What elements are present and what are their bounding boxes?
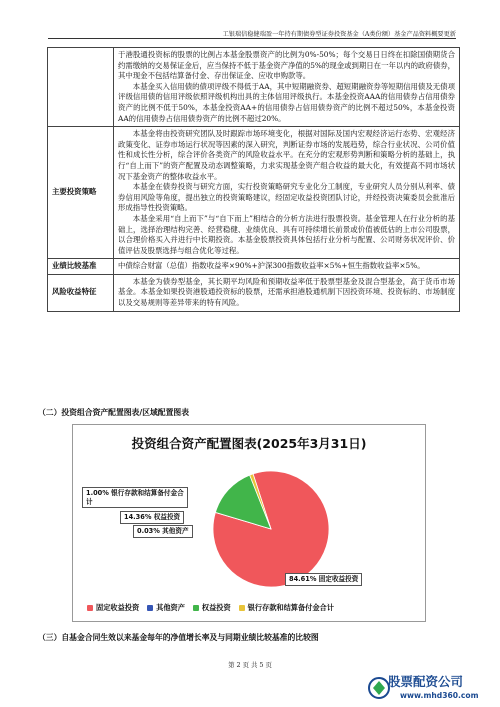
legend-item [193, 603, 231, 613]
table-row-allocation [48, 48, 460, 127]
allocation-paragraph: 本基金买入信用债的债项评级不得低于AA，其中短期融资券、超短期融资券等短期信用债及无债项评级信用债的信用评级依照评级机构出具的主体信用评级执行。本基金投资AAA的信用债券占信用债券资产的比例不低于50%，本基金投资AA+的信用债券占信用债券资产的比例不超过50%，本基金投资AA的信用债券占信用债券资产的比例不超过20%。 [118, 81, 455, 123]
table-row-benchmark [48, 259, 460, 275]
section-title-performance: （三）自基金合同生效以来基金每年的净值增长率及与同期业绩比较基准的比较图 [38, 633, 319, 642]
legend-swatch [87, 605, 93, 611]
pie-chart-svg [73, 425, 427, 623]
strategy-content [114, 127, 460, 259]
legend-label: 权益投资 [201, 603, 231, 612]
risk-text: 本基金为债券型基金，其长期平均风险和预期收益率低于股票型基金及混合型基金，高于货币市场基金。本基金如果投资港股通投资标的股票，还需承担港股通机制下因投资环境、投资标的、市场制度以及交易规则等差异带来的特有风险。 [118, 276, 455, 308]
strategy-paragraph: 本基金采用“自上而下”与“自下而上”相结合的分析方法进行股票投资。基金管理人在行业分析的基础上，选择治理结构完善、经营稳健、业绩优良、具有可持续增长前景或价值被低估的上市公司股票，以合理价格买入并进行中长期投资。本基金股票投资具体包括行业分析与配置、公司财务状况评价、价值评估及股票选择与组合优化等过程。 [118, 213, 455, 255]
page-footer: 第 2 页 共 5 页 [228, 661, 272, 669]
strategy-label: 主要投资策略 [48, 127, 114, 259]
allocation-content [114, 48, 460, 127]
legend-item [239, 603, 334, 613]
table-row-strategy [48, 127, 460, 259]
legend-swatch [193, 605, 199, 611]
legend-label: 其他资产 [156, 603, 185, 612]
table-row-risk [48, 274, 460, 311]
product-info-table [47, 47, 460, 312]
row-label-empty [48, 48, 114, 127]
slice-label-fixed-income: 84.61% 固定收益投资 [285, 573, 362, 586]
legend-label: 固定收益投资 [96, 603, 140, 612]
watermark-name: 股票配资公司 [388, 674, 464, 689]
chart-title: 投资组合资产配置图表(2025年3月31日) [131, 436, 367, 451]
header-rule [48, 38, 456, 39]
legend-item [87, 603, 139, 613]
legend-label: 银行存款和结算备付金合计 [247, 603, 334, 612]
benchmark-text: 中债综合财富（总值）指数收益率×90%+沪深300指数收益率×5%+恒生指数收益率×5%。 [118, 261, 425, 271]
page-header: 工银瑞信稳健瑞盈一年持有期债券型证券投资基金（A类份额）基金产品资料概要更新 [222, 31, 456, 38]
strategy-paragraph: 本基金将由投资研究团队及时跟踪市场环境变化，根据对国际及国内宏观经济运行态势、宏观经济政策变化、证券市场运行状况等因素的深入研究，判断证券市场的发展趋势，综合行业状况、公司价值性和成长性分析，综合评价各类资产的风险收益水平。在充分的宏观形势判断和策略分析的基础上，执行“自上而下”的资产配置及动态调整策略，力求实现基金资产组合收益的最大化，有效提高不同市场状况下基金资产的整体收益水平。 [118, 129, 455, 181]
allocation-chart [72, 424, 426, 622]
risk-content [114, 274, 460, 311]
watermark-url: www.mhd360.com [400, 691, 479, 700]
legend-swatch [239, 605, 245, 611]
slice-label-cash: 1.00% 银行存款和结算备付金合计 [82, 487, 188, 508]
watermark-logo [368, 670, 496, 704]
strategy-paragraph: 本基金在债券投资与研究方面，实行投资策略研究专业化分工制度，专业研究人员分别从利率、债券信用风险等角度，提出独立的投资策略建议，经固定收益投资团队讨论，并经投资决策委员会批准后形成指导性投资策略。 [118, 182, 455, 213]
slice-label-other: 0.03% 其他资产 [133, 525, 193, 538]
slice-label-equity: 14.36% 权益投资 [120, 511, 184, 524]
legend-swatch [147, 605, 153, 611]
logo-icon [368, 673, 390, 703]
legend-item [147, 603, 185, 613]
section-title-allocation-chart: （二）投资组合资产配置图表/区域配置图表 [38, 408, 189, 417]
benchmark-content [114, 259, 460, 275]
allocation-paragraph: 于港股通投资标的股票的比例占本基金股票资产的比例为0%-50%；每个交易日日终在扣除国债期货合约需缴纳的交易保证金后，应当保持不低于基金资产净值的5%的现金或到期日在一年以内的政府债券，其中现金不包括结算备付金、存出保证金、应收申购款等。 [118, 50, 455, 81]
benchmark-label: 业绩比较基准 [48, 259, 114, 275]
chart-legend [87, 603, 417, 613]
risk-label: 风险收益特征 [48, 274, 114, 311]
